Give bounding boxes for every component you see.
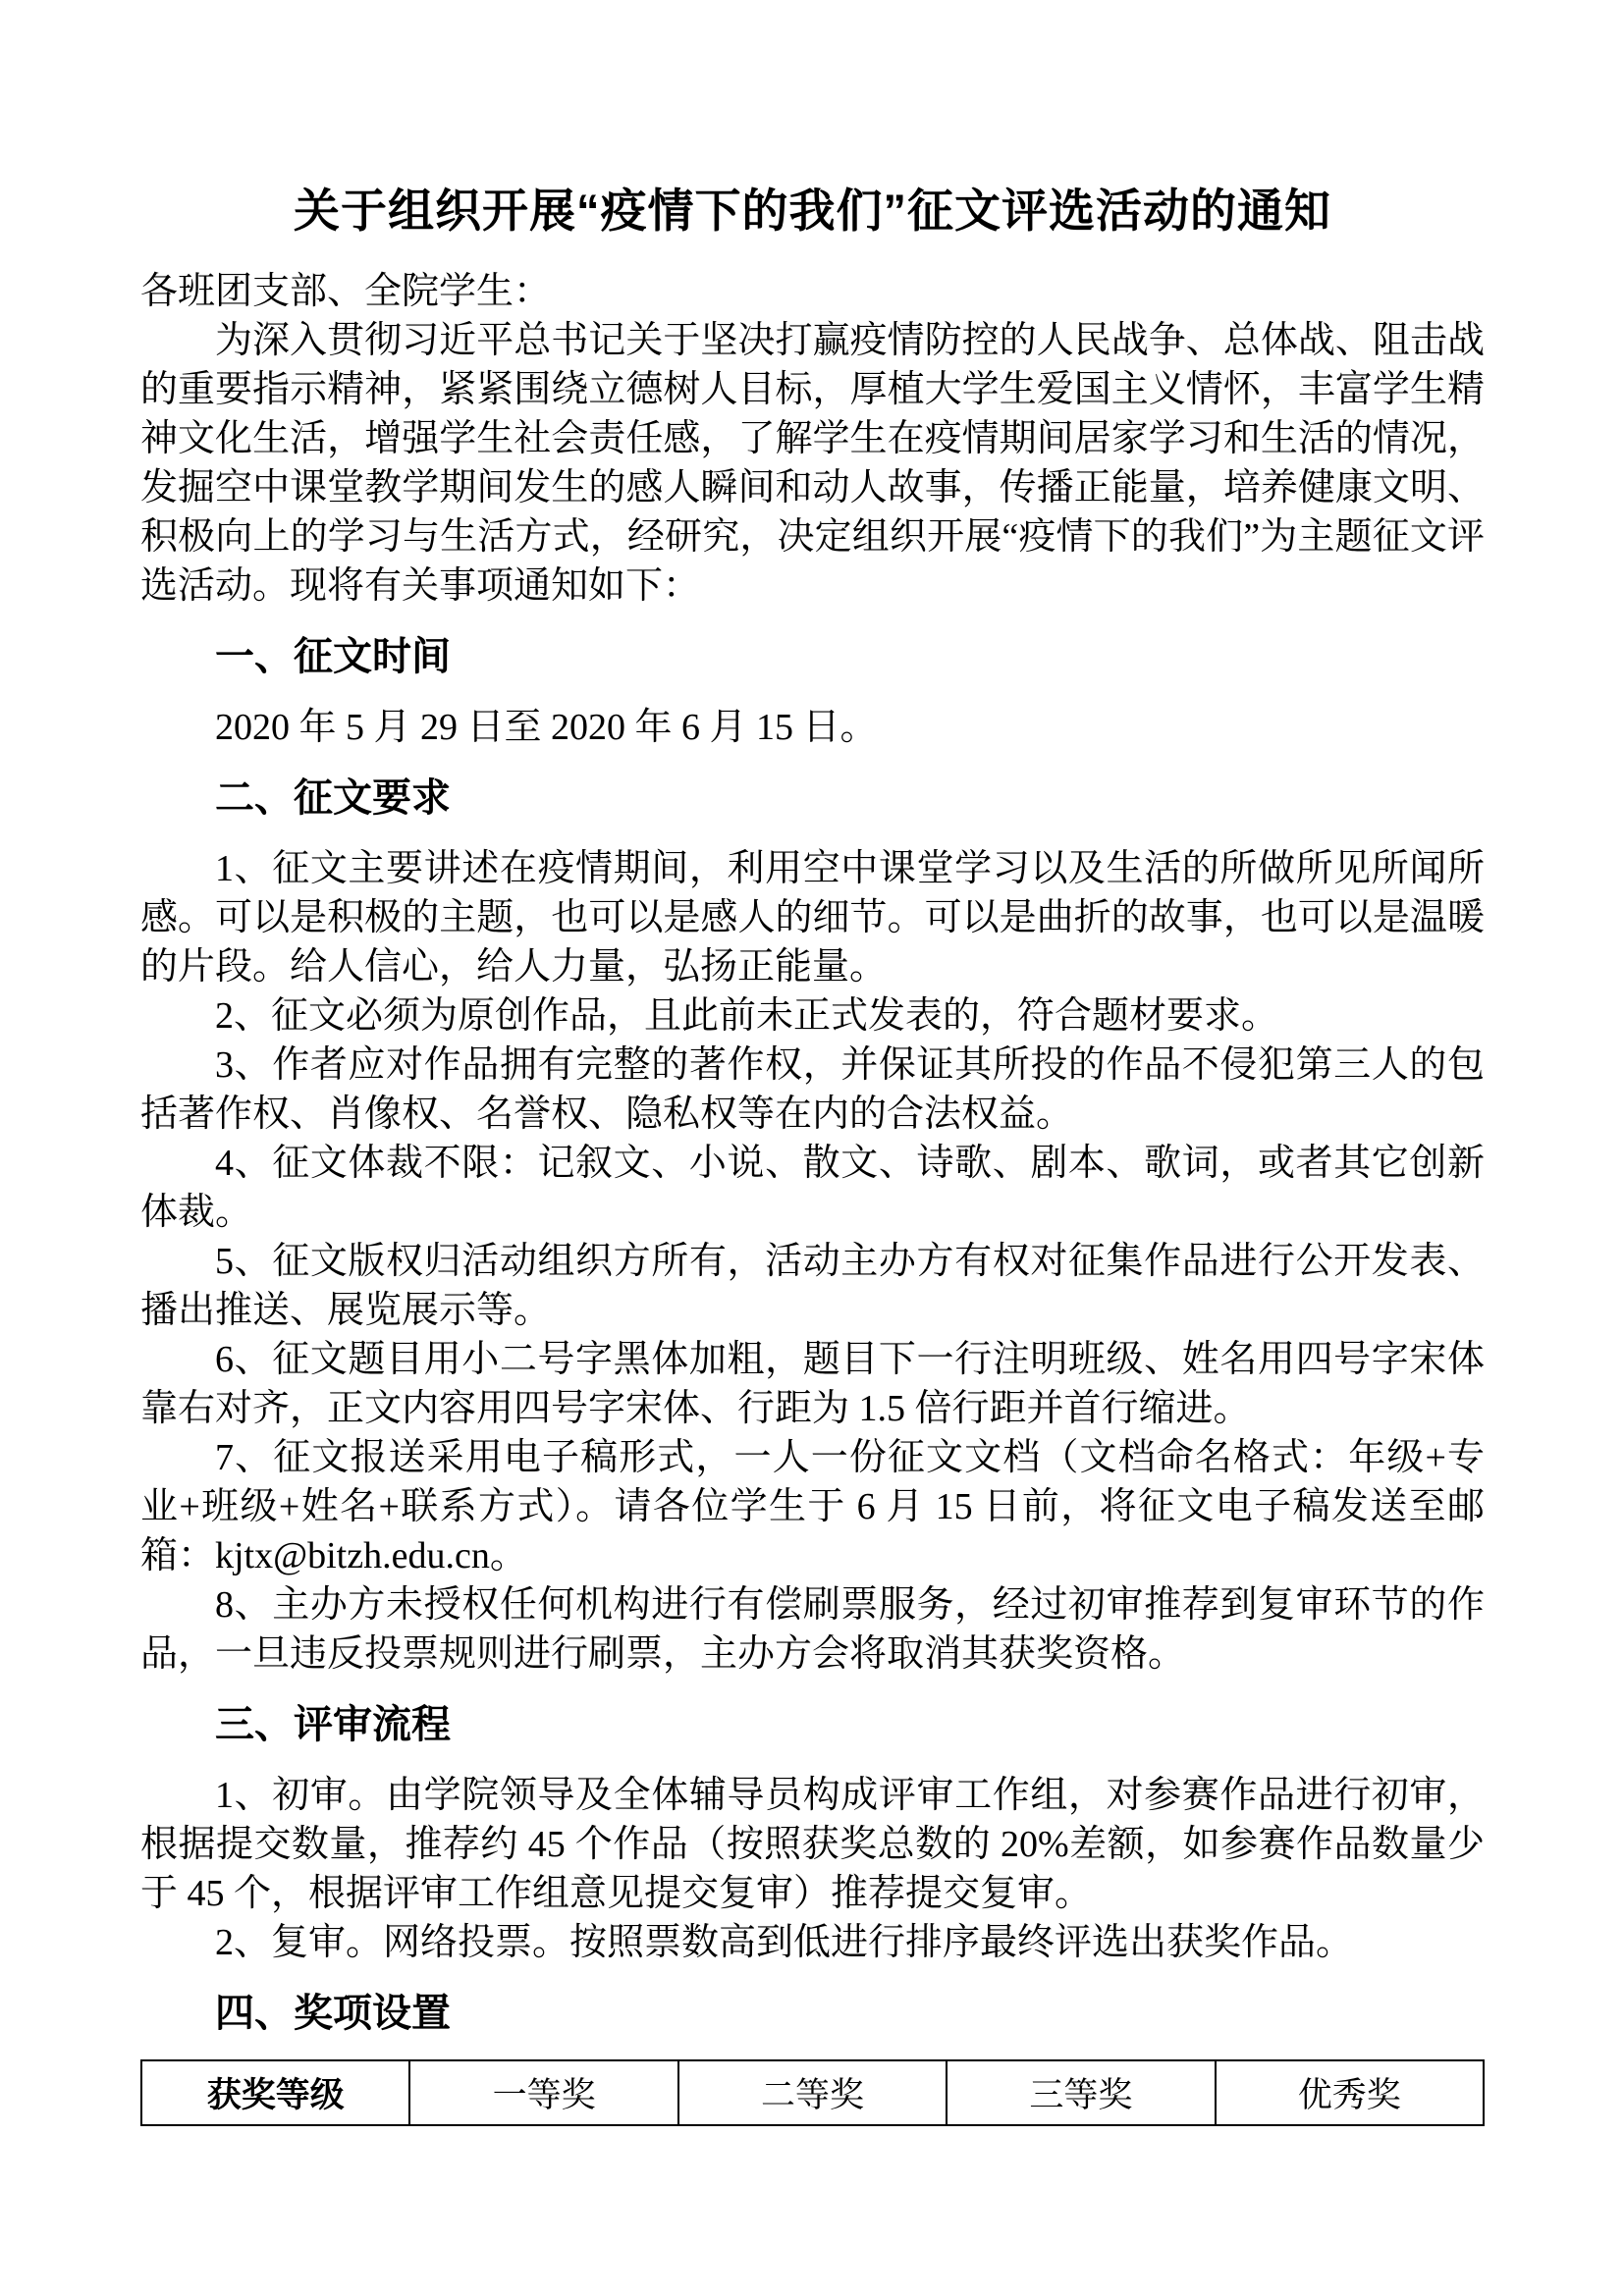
review-item-2: 2、复审。网络投票。按照票数高到低进行排序最终评选出获奖作品。 — [215, 1922, 1354, 1963]
section-awards — [140, 1989, 1485, 2126]
awards-table-cell-award-level: 获奖等级 — [141, 2060, 409, 2125]
section-essay-time — [140, 632, 1485, 752]
awards-table-cell-third-prize: 三等奖 — [947, 2060, 1215, 2125]
requirement-item-7: 7、征文报送采用电子稿形式，一人一份征文文档（文档命名格式：年级+专业+班级+姓名+联系方式）。请各位学生于 6 月 15 日前，将征文电子稿发送至邮箱：kjtx@bitzh.edu.cn。 — [140, 1437, 1485, 1576]
requirement-item-4: 4、征文体裁不限：记叙文、小说、散文、诗歌、剧本、歌词，或者其它创新体裁。 — [140, 1143, 1485, 1233]
intro-paragraph: 为深入贯彻习近平总书记关于坚决打赢疫情防控的人民战争、总体战、阻击战的重要指示精神，紧紧围绕立德树人目标，厚植大学生爱国主义情怀，丰富学生精神文化生活，增强学生社会责任感，了解学生在疫情期间居家学习和生活的情况，发掘空中课堂教学期间发生的感人瞬间和动人故事，传播正能量，培养健康文明、积极向上的学习与生活方式，经研究，决定组织开展“疫情下的我们”为主题征文评选活动。现将有关事项通知如下： — [140, 320, 1485, 607]
section-essay-requirements — [140, 774, 1485, 1679]
greeting-line: 各班团支部、全院学生： — [140, 271, 552, 312]
awards-table-cell-first-prize: 一等奖 — [409, 2060, 677, 2125]
awards-table-header-row — [141, 2060, 1484, 2125]
review-item-1: 1、初审。由学院领导及全体辅导员构成评审工作组，对参赛作品进行初审，根据提交数量，推荐约 45 个作品（按照获奖总数的 20%差额，如参赛作品数量少于 45 个，根据评审工作组意见提交复审）推荐提交复审。 — [140, 1775, 1485, 1914]
requirement-item-8: 8、主办方未授权任何机构进行有偿刷票服务，经过初审推荐到复审环节的作品，一旦违反投票规则进行刷票，主办方会将取消其获奖资格。 — [140, 1584, 1485, 1675]
document-title: 关于组织开展“疫情下的我们”征文评选活动的通知 — [294, 185, 1331, 237]
requirement-item-1: 1、征文主要讲述在疫情期间，利用空中课堂学习以及生活的所做所见所闻所感。可以是积极的主题，也可以是感人的细节。可以是曲折的故事，也可以是温暖的片段。给人信心，给人力量，弘扬正能量。 — [140, 848, 1485, 988]
awards-table-cell-excellence-prize: 优秀奖 — [1216, 2060, 1484, 2125]
section-heading-essay-time: 一、征文时间 — [215, 635, 451, 678]
requirement-item-5: 5、征文版权归活动组织方所有，活动主办方有权对征集作品进行公开发表、播出推送、展览展示等。 — [140, 1241, 1485, 1331]
awards-table — [140, 2059, 1485, 2126]
awards-table-cell-second-prize: 二等奖 — [678, 2060, 947, 2125]
section-heading-awards: 四、奖项设置 — [215, 1992, 451, 2035]
section-review-process — [140, 1700, 1485, 1967]
section-heading-review-process: 三、评审流程 — [215, 1703, 451, 1746]
requirement-item-6: 6、征文题目用小二号字黑体加粗，题目下一行注明班级、姓名用四号字宋体靠右对齐，正文内容用四号字宋体、行距为 1.5 倍行距并首行缩进。 — [140, 1339, 1485, 1429]
essay-time-paragraph: 2020 年 5 月 29 日至 2020 年 6 月 15 日。 — [215, 707, 878, 748]
section-heading-essay-requirements: 二、征文要求 — [215, 776, 451, 820]
requirement-item-2: 2、征文必须为原创作品，且此前未正式发表的，符合题材要求。 — [215, 995, 1279, 1037]
requirement-item-3: 3、作者应对作品拥有完整的著作权，并保证其所投的作品不侵犯第三人的包括著作权、肖像权、名誉权、隐私权等在内的合法权益。 — [140, 1044, 1485, 1135]
